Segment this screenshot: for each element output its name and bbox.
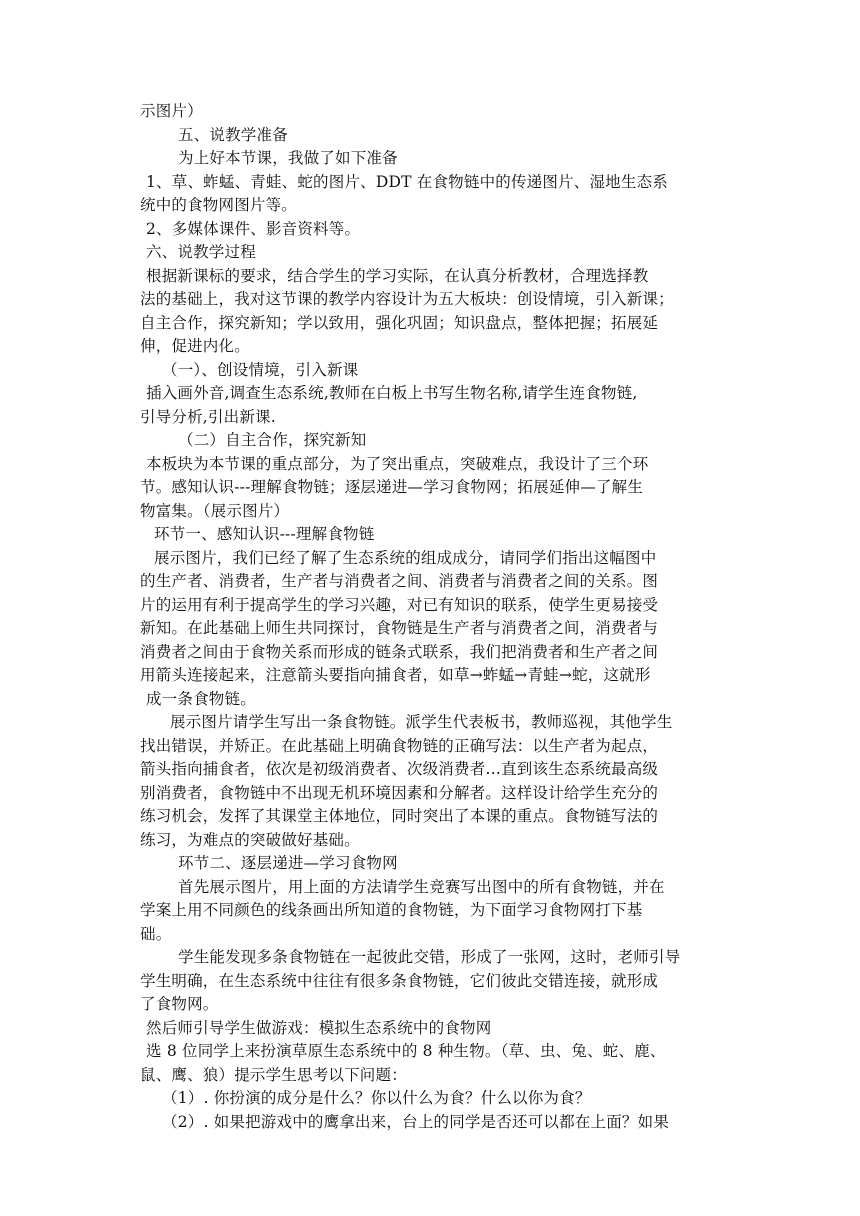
step-heading: 环节一、感知认识---理解食物链 [154, 525, 375, 543]
text-line: 为上好本节课，我做了如下准备 [178, 149, 398, 167]
text-line: 引导分析,引出新课. [140, 407, 276, 426]
text-line: 法的基础上，我对这节课的教学内容设计为五大板块：创设情境，引入新课； [140, 290, 674, 308]
text-line: 插入画外音,调查生态系统,教师在白板上书写生物名称,请学生连食物链, [146, 384, 638, 402]
text-line: 学生明确，在生态系统中往往有很多条食物链，它们彼此交错连接，就形成 [140, 971, 659, 990]
text-line: 箭头指向捕食者，依次是初级消费者、次级消费者…直到该生态系统最高级 [140, 760, 659, 778]
step-heading: 环节二、逐层递进—学习食物网 [178, 854, 398, 872]
text-line: 根据新课标的要求，结合学生的学习实际，在认真分析教材，合理选择教 [146, 266, 649, 285]
subsection-heading: （一）、创设情境，引入新课 [162, 360, 359, 379]
text-line: 首先展示图片，用上面的方法请学生竞赛写出图中的所有食物链，并在 [178, 877, 665, 896]
question-item: （2）. 如果把游戏中的鹰拿出来，台上的同学是否还可以都在上面？如果 [162, 1112, 670, 1131]
document-body [140, 100, 720, 1134]
text-line: 然后师引导学生做游戏：模拟生态系统中的食物网 [146, 1018, 492, 1037]
text-line: 的生产者、消费者，生产者与消费者之间、消费者与消费者之间的关系。图 [140, 572, 659, 590]
section-heading: 五、说教学准备 [178, 125, 288, 144]
text-line: 伸，促进内化。 [140, 337, 250, 355]
text-line: 节。感知认识---理解食物链；逐层递进—学习食物网；拓展延伸—了解生 [140, 478, 644, 496]
text-line: 别消费者，食物链中不出现无机环境因素和分解者。这样设计给学生充分的 [140, 783, 659, 802]
text-line: 片的运用有利于提高学生的学习兴趣，对已有知识的联系，使学生更易接受 [140, 595, 659, 614]
text-line: 础。 [140, 924, 172, 943]
text-line: 练习，为难点的突破做好基础。 [140, 830, 360, 849]
list-item: 1、草、蚱蜢、青蛙、蛇的图片、DDT 在食物链中的传递图片、湿地生态系 [146, 172, 668, 191]
text-line: 本板块为本节课的重点部分，为了突出重点，突破难点，我设计了三个环 [146, 454, 649, 473]
text-line: 消费者之间由于食物关系而形成的链条式联系，我们把消费者和生产者之间 [140, 642, 659, 661]
text-line: 选 8 位同学上来扮演草原生态系统中的 8 种生物。（草、虫、兔、蛇、鹿、 [146, 1042, 666, 1060]
list-item: 2、多媒体课件、影音资料等。 [146, 219, 361, 238]
text-line: 示图片） [140, 102, 203, 120]
text-line: 新知。在此基础上师生共同探讨，食物链是生产者与消费者之间，消费者与 [140, 619, 659, 637]
text-line: 学案上用不同颜色的线条画出所知道的食物链，为下面学习食物网打下基 [140, 901, 643, 919]
text-line: 找出错误，并矫正。在此基础上明确食物链的正确写法：以生产者为起点， [140, 736, 659, 755]
text-line: 展示图片，我们已经了解了生态系统的组成成分，请同学们指出这幅图中 [154, 548, 657, 567]
text-line: 统中的食物网图片等。 [140, 196, 298, 214]
text-line: 练习机会，发挥了其课堂主体地位，同时突出了本课的重点。食物链写法的 [140, 807, 659, 825]
question-item: （1）. 你扮演的成分是什么？你以什么为食？什么以你为食？ [162, 1089, 591, 1107]
text-line: 展示图片请学生写出一条食物链。派学生代表板书，教师巡视，其他学生 [170, 713, 673, 731]
text-line: 学生能发现多条食物链在一起彼此交错，形成了一张网，这时，老师引导 [178, 948, 681, 966]
subsection-heading: （二）自主合作，探究新知 [178, 431, 367, 449]
text-line: 用箭头连接起来，注意箭头要指向捕食者，如草→蚱蜢→青蛙→蛇，这就形 [140, 666, 651, 684]
text-line: 鼠、鹰、狼）提示学生思考以下问题： [140, 1065, 407, 1084]
text-line: 了食物网。 [140, 995, 219, 1013]
text-line: 物富集。（展示图片） [140, 501, 290, 520]
text-line: 自主合作，探究新知；学以致用，强化巩固；知识盘点，整体把握；拓展延 [140, 313, 659, 332]
text-line: 成一条食物链。 [146, 689, 256, 708]
section-heading: 六、说教学过程 [146, 243, 256, 261]
